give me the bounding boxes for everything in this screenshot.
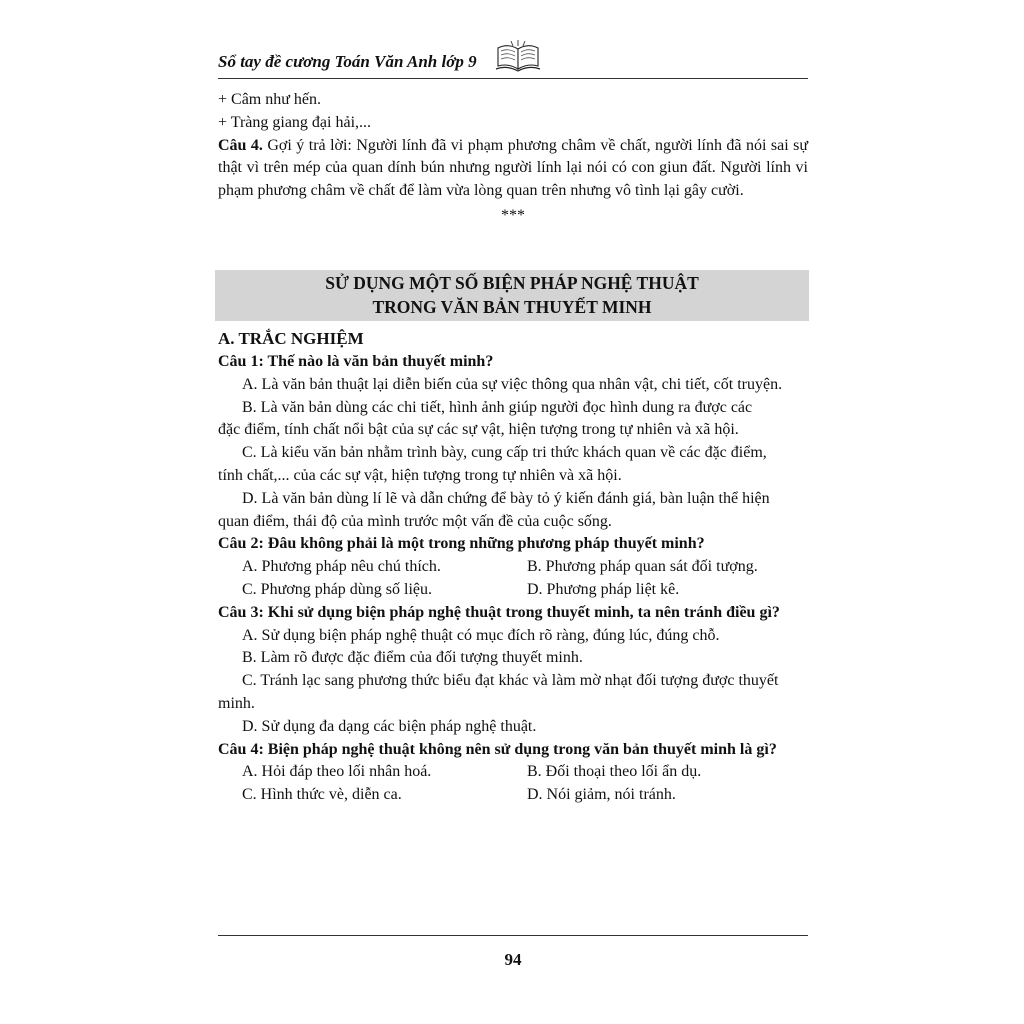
q2-options-row-2 (218, 579, 808, 602)
q1-option-a: A. Là văn bản thuật lại diễn biến của sự việc thông qua nhân vật, chi tiết, cốt truyện. (242, 375, 783, 393)
intro-cau4-text: Gợi ý trả lời: Người lính đã vi phạm phương châm về chất, người lính đã nói sai sự thật vì trên mép của quan dính bún nhưng người lính lại nói có con giun đất. Người lính vi phạm phương châm về chất để làm vừa lòng quan trên nhưng vô tình lại gây cười. (218, 136, 809, 200)
page-number: 94 (504, 950, 522, 969)
q1-label: Câu 1: Thế nào là văn bản thuyết minh? (218, 353, 494, 370)
q1-option-b-line2: đặc điểm, tính chất nổi bật của sự các sự vật, hiện tượng trong tự nhiên và xã hội. (218, 421, 739, 439)
intro-section (218, 89, 808, 228)
q1-option-d-line2: quan điểm, thái độ của mình trước một vấn đề của cuộc sống. (218, 512, 612, 530)
open-book-icon (495, 36, 541, 76)
q4-option-c: C. Hình thức vè, diễn ca. (242, 786, 402, 804)
intro-cau4-label: Câu 4. (218, 136, 263, 154)
q3-option-d: D. Sử dụng đa dạng các biện pháp nghệ thuật. (242, 717, 537, 735)
header-title: Sổ tay đề cương Toán Văn Anh lớp 9 (218, 52, 477, 71)
intro-line-2: + Tràng giang đại hải,... (218, 113, 372, 131)
q2-option-d: D. Phương pháp liệt kê. (527, 580, 680, 598)
questions-section (218, 327, 808, 807)
intro-cau4-paragraph (218, 135, 808, 203)
q3-option-b: B. Làm rõ được đặc điểm của đối tượng thuyết minh. (242, 649, 583, 667)
section-title-box (215, 270, 809, 321)
section-title-line-2: TRONG VĂN BẢN THUYẾT MINH (372, 297, 652, 317)
q2-option-c: C. Phương pháp dùng số liệu. (242, 580, 433, 598)
q4-option-d: D. Nói giảm, nói tránh. (527, 786, 676, 804)
q3-label: Câu 3: Khi sử dụng biện pháp nghệ thuật trong thuyết minh, ta nên tránh điều gì? (218, 603, 780, 621)
q1-option-d-line1: D. Là văn bản dùng lí lẽ và dẫn chứng để bày tỏ ý kiến đánh giá, bàn luận thể hiện (242, 489, 770, 507)
q2-option-a: A. Phương pháp nêu chú thích. (242, 558, 441, 576)
q1-option-c-line2: tính chất,... của các sự vật, hiện tượng trong tự nhiên và xã hội. (218, 466, 622, 484)
q1-option-c-line1: C. Là kiểu văn bản nhằm trình bày, cung cấp tri thức khách quan về các đặc điểm, (242, 444, 767, 462)
q4-options-row-2 (218, 784, 808, 807)
q4-options-row-1 (218, 761, 808, 784)
q3-option-c-line2: minh. (218, 694, 255, 712)
q4-label: Câu 4: Biện pháp nghệ thuật không nên sử dụng trong văn bản thuyết minh là gì? (218, 740, 777, 758)
q2-option-b: B. Phương pháp quan sát đối tượng. (527, 558, 758, 576)
q4-option-a: A. Hỏi đáp theo lối nhân hoá. (242, 763, 432, 781)
section-title-line-1: SỬ DỤNG MỘT SỐ BIỆN PHÁP NGHỆ THUẬT (325, 273, 699, 293)
q2-options-row-1 (218, 556, 808, 579)
q1-option-b-line1: B. Là văn bản dùng các chi tiết, hình ảnh giúp người đọc hình dung ra được các (242, 398, 753, 416)
q4-option-b: B. Đối thoại theo lối ẩn dụ. (527, 763, 702, 781)
page-header (218, 50, 808, 79)
footer-divider (218, 935, 808, 936)
intro-line-1: + Câm như hến. (218, 91, 322, 108)
q2-label: Câu 2: Đâu không phải là một trong những phương pháp thuyết minh? (218, 535, 705, 553)
section-divider-stars: *** (501, 206, 525, 224)
q3-option-a: A. Sử dụng biện pháp nghệ thuật có mục đích rõ ràng, đúng lúc, đúng chỗ. (242, 626, 720, 644)
q3-option-c-line1: C. Tránh lạc sang phương thức biểu đạt khác và làm mờ nhạt đối tượng được thuyết (242, 672, 779, 690)
part-a-heading: A. TRẮC NGHIỆM (218, 329, 364, 348)
